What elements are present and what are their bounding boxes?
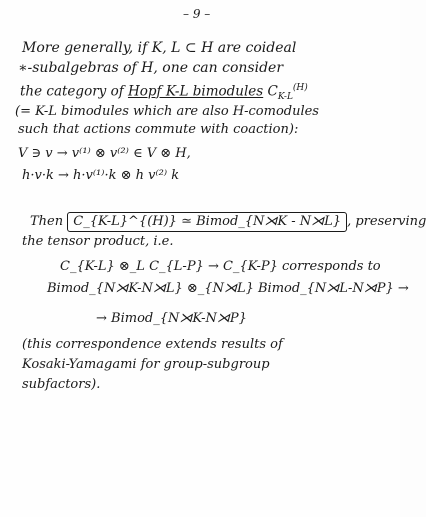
text-line-14: Kosaki-Yamagami for group-subgroup <box>22 357 270 372</box>
formula-bimod-result: → Bimod_{N⋊K-N⋊P} <box>96 311 247 326</box>
formula-coaction: V ∋ v → v⁽¹⁾ ⊗ v⁽²⁾ ∈ V ⊗ H, <box>18 146 191 161</box>
hopf-bimodules-term: Hopf K-L bimodules <box>127 83 264 100</box>
text-line-4: (= K-L bimodules which are also H-comodules <box>15 104 319 119</box>
text-line-5: such that actions commute with coaction): <box>18 122 299 137</box>
text-line-9: the tensor product, i.e. <box>22 234 174 249</box>
text-line-15: subfactors). <box>22 377 101 392</box>
formula-bimod-tensor: Bimod_{N⋊K-N⋊L} ⊗_{N⋊L} Bimod_{N⋊L-N⋊P} → <box>47 281 409 296</box>
category-subscript: K-L <box>277 92 293 103</box>
then-word: Then <box>30 214 68 229</box>
formula-action: h·v·k → h·v⁽¹⁾·k ⊗ h v⁽²⁾ k <box>22 168 180 183</box>
text-line-3-start: the category of <box>20 83 128 100</box>
boxed-equivalence: C_{K-L}^{(H)} ≃ Bimod_{N⋊K - N⋊L} <box>67 212 347 232</box>
text-line-1: More generally, if K, L ⊂ H are coideal <box>22 40 297 56</box>
category-superscript: (H) <box>292 83 308 93</box>
text-line-13: (this correspondence extends results of <box>22 337 283 352</box>
page-number: – 9 – <box>183 7 211 21</box>
formula-tensor-category: C_{K-L} ⊗_L C_{L-P} → C_{K-P} corresponds to <box>60 259 381 274</box>
text-line-2: ∗-subalgebras of H, one can consider <box>18 60 284 76</box>
text-line-3 <box>20 80 308 105</box>
preserving-word: , preserving <box>347 214 426 229</box>
text-line-theorem <box>30 212 426 232</box>
category-symbol: C <box>263 83 278 100</box>
